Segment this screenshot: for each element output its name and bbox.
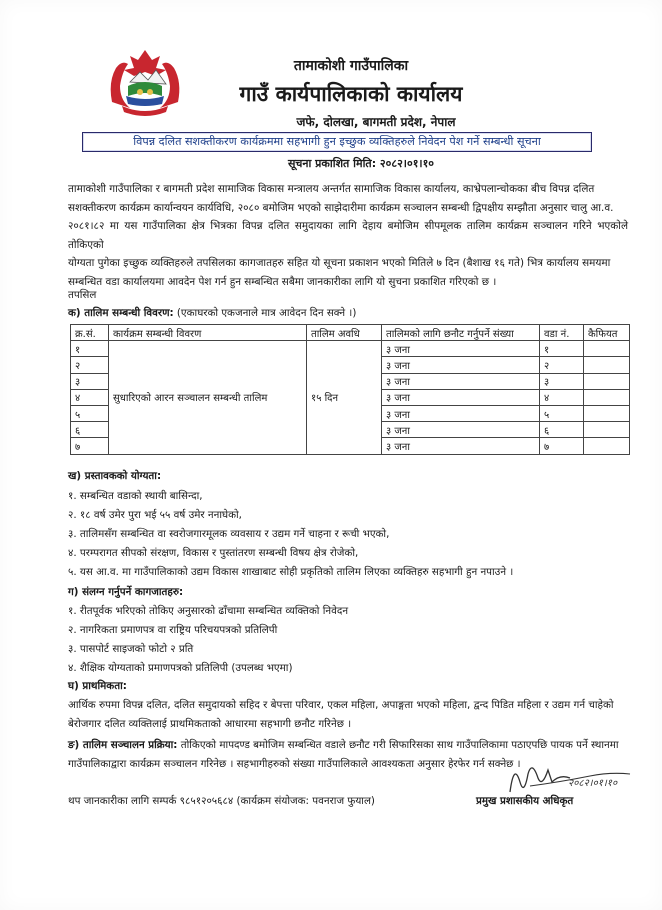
cell-ward: ४ — [540, 389, 584, 405]
cell-ward: ५ — [540, 405, 584, 421]
priority-line: आर्थिक रुपमा विपन्न दलित, दलित समुदायको सहिद र बेपत्ता परिवार, एकल महिला, अपाङ्गता भएको महिला, द्वन्द पिडित महिला र उद्यम गर्न चाहेको — [68, 699, 614, 711]
cell-sn: २ — [71, 357, 109, 373]
column-header-remarks: कैफियत — [584, 325, 630, 341]
section-k-heading-row — [68, 306, 356, 320]
table-row — [71, 341, 630, 357]
cell-program: सुधारिएको आरन सञ्चालन सम्बन्धी तालिम — [109, 341, 307, 454]
cell-count: ३ जना — [382, 357, 540, 373]
qualification-item: ३. तालिमसँग सम्बन्धित वा स्वरोजगारमूलक व्यवसाय र उद्यम गर्ने चाहना र रूची भएको, — [68, 528, 390, 540]
section-kh-heading: ख) प्रस्तावकको योग्यता: — [68, 470, 162, 482]
tapasil-label: तपसिल — [68, 289, 97, 301]
cell-ward: १ — [540, 341, 584, 357]
office-name: गाउँ कार्यपालिकाको कार्यालय — [239, 82, 463, 106]
qualification-item: २. १८ वर्ष उमेर पुरा भई ५५ वर्ष उमेर ननाघेको, — [68, 509, 242, 521]
municipality-name: तामाकोशी गाउँपालिका — [293, 58, 409, 74]
cell-remarks — [584, 357, 630, 373]
qualification-item: ५. यस आ.व. मा गाउँपालिकाको उद्यम विकास शाखाबाट सोही प्रकृतिको तालिम लिएका व्यक्तिहरु सहभागी हुन नपाउने । — [68, 566, 514, 578]
column-header-ward: वडा नं. — [540, 325, 584, 341]
cell-count: ३ जना — [382, 405, 540, 421]
cell-count: ३ जना — [382, 438, 540, 454]
document-item: १. रीतपूर्वक भरिएको तोकिए अनुसारको ढाँचामा सम्बन्धित व्यक्तिको निवेदन — [68, 605, 349, 617]
procedure-line: तोकिएको मापदण्ड बमोजिम सम्बन्धित वडाले छनौट गरी सिफारिसका साथ गाउँपालिकामा पठाएपछि पायक पर्ने स्थानमा — [177, 739, 619, 751]
cell-sn: ३ — [71, 373, 109, 389]
cell-duration: १५ दिन — [307, 341, 382, 454]
signature-date: २०८२।०१।१० — [568, 778, 618, 789]
table-header-row — [71, 325, 630, 341]
cell-ward: ३ — [540, 373, 584, 389]
section-k-note: (एकाघरको एकजनाले मात्र आवेदन दिन सक्ने ।) — [173, 307, 357, 319]
document-item: ४. शैक्षिक योग्यताको प्रमाणपत्रको प्रतिलिपी (उपलब्ध भएमा) — [68, 662, 293, 674]
column-header-count: तालिमको लागि छनौट गर्नुपर्ने संख्या — [382, 325, 540, 341]
signatory-title: प्रमुख प्रशासकीय अधिकृत — [476, 795, 574, 807]
document-item: २. नागरिकता प्रमाणपत्र वा राष्ट्रिय परिचयपत्रको प्रतिलिपी — [68, 624, 278, 636]
cell-ward: २ — [540, 357, 584, 373]
cell-sn: १ — [71, 341, 109, 357]
column-header-duration: तालिम अवधि — [307, 325, 382, 341]
intro-line: तामाकोशी गाउँपालिका र बागमती प्रदेश सामाजिक विकास मन्त्रालय अन्तर्गत सामाजिक विकास कार्यालय, काभ्रेपलान्चोकका बीच विपन्न दलित — [68, 183, 595, 195]
cell-count: ३ जना — [382, 389, 540, 405]
procedure-line: गाउँपालिकाद्वारा कार्यक्रम सञ्चालन गरिनेछ । सहभागीहरुको संख्या गाउँपालिकाले आवश्यकता अनुसार हेरफेर गर्न सक्नेछ । — [68, 758, 521, 770]
column-header-sn: क्र.सं. — [71, 325, 109, 341]
cell-remarks — [584, 438, 630, 454]
contact-info: थप जानकारीका लागि सम्पर्क ९८५१२०५६८४ (कार्यक्रम संयोजक: पवनराज फुयाल) — [68, 795, 375, 807]
qualification-item: ४. परम्परागत सीपको संरक्षण, विकास र पुस्तांतरण सम्बन्धी विषय क्षेत्र रोजेको, — [68, 547, 359, 559]
intro-line: सम्बन्धित वडा कार्यालयमा आवदेन पेश गर्न हुन सम्बन्धित सबैमा जानकारीका लागि यो सुचना प्रकाशित गरिएको छ । — [68, 275, 497, 288]
training-table — [70, 324, 630, 455]
intro-paragraph — [68, 180, 628, 292]
cell-remarks — [584, 341, 630, 357]
intro-line: योग्यता पुगेका इच्छुक व्यक्तिहरुले तपसिलका कागजातहरु सहित यो सूचना प्रकाशन भएको मितिले ७ दिन (बैशाख १६ गते) भित्र कार्यालय समयमा — [68, 257, 611, 270]
cell-sn: ५ — [71, 405, 109, 421]
column-header-program: कार्यक्रम सम्बन्धी विवरण — [109, 325, 307, 341]
section-ng-heading: ङ) तालिम सञ्चालन प्रक्रिया: — [68, 739, 178, 751]
cell-sn: ४ — [71, 389, 109, 405]
qualification-item: १. सम्बन्धित वडाको स्थायी बासिन्दा, — [68, 490, 203, 502]
cell-remarks — [584, 389, 630, 405]
document-item: ३. पासपोर्ट साइजको फोटो २ प्रति — [68, 643, 194, 655]
cell-ward: ७ — [540, 438, 584, 454]
cell-count: ३ जना — [382, 373, 540, 389]
cell-count: ३ जना — [382, 422, 540, 438]
cell-remarks — [584, 373, 630, 389]
cell-remarks — [584, 422, 630, 438]
office-address: जफे, दोलखा, बागमती प्रदेश, नेपाल — [296, 115, 456, 129]
section-gh-heading: घ) प्राथमिकता: — [68, 680, 127, 692]
cell-sn: ७ — [71, 438, 109, 454]
section-ng-row — [68, 738, 619, 752]
cell-count: ३ जना — [382, 341, 540, 357]
notice-title-banner: विपन्न दलित सशक्तीकरण कार्यक्रममा सहभागी हुन इच्छुक व्यक्तिहरुले निवेदन पेश गर्ने सम्बन्धी सूचना — [82, 132, 592, 152]
section-k-heading: क) तालिम सम्बन्धी विवरण: — [68, 307, 174, 319]
intro-line: सशक्तीकरण कार्यक्रम कार्यान्वयन कार्यविधि, २०८० बमोजिम भएको साझेदारीमा कार्यक्रम सञ्चालन सम्बन्धी द्विपक्षीय सम्झौता अनुसार चालु आ.व. — [68, 201, 614, 214]
priority-line: बेरोजगार दलित व्यक्तिलाई प्राथमिकताको आधारमा सहभागी छनौट गरिनेछ । — [68, 718, 352, 730]
published-date: सूचना प्रकाशित मिति: २०८२।०१।१० — [287, 157, 435, 170]
intro-line: २०८१।८२ मा यस गाउँपालिका क्षेत्र भित्रका विपन्न दलित समुदायका लागि देहाय बमोजिम सीपमूलक तालिम कार्यक्रम सञ्चालन गरिने भएकोले तोकिएको — [68, 220, 628, 251]
section-g-heading: ग) संलग्न गर्नुपर्ने कागजातहरु: — [68, 586, 184, 598]
cell-sn: ६ — [71, 422, 109, 438]
cell-remarks — [584, 405, 630, 421]
cell-ward: ६ — [540, 422, 584, 438]
